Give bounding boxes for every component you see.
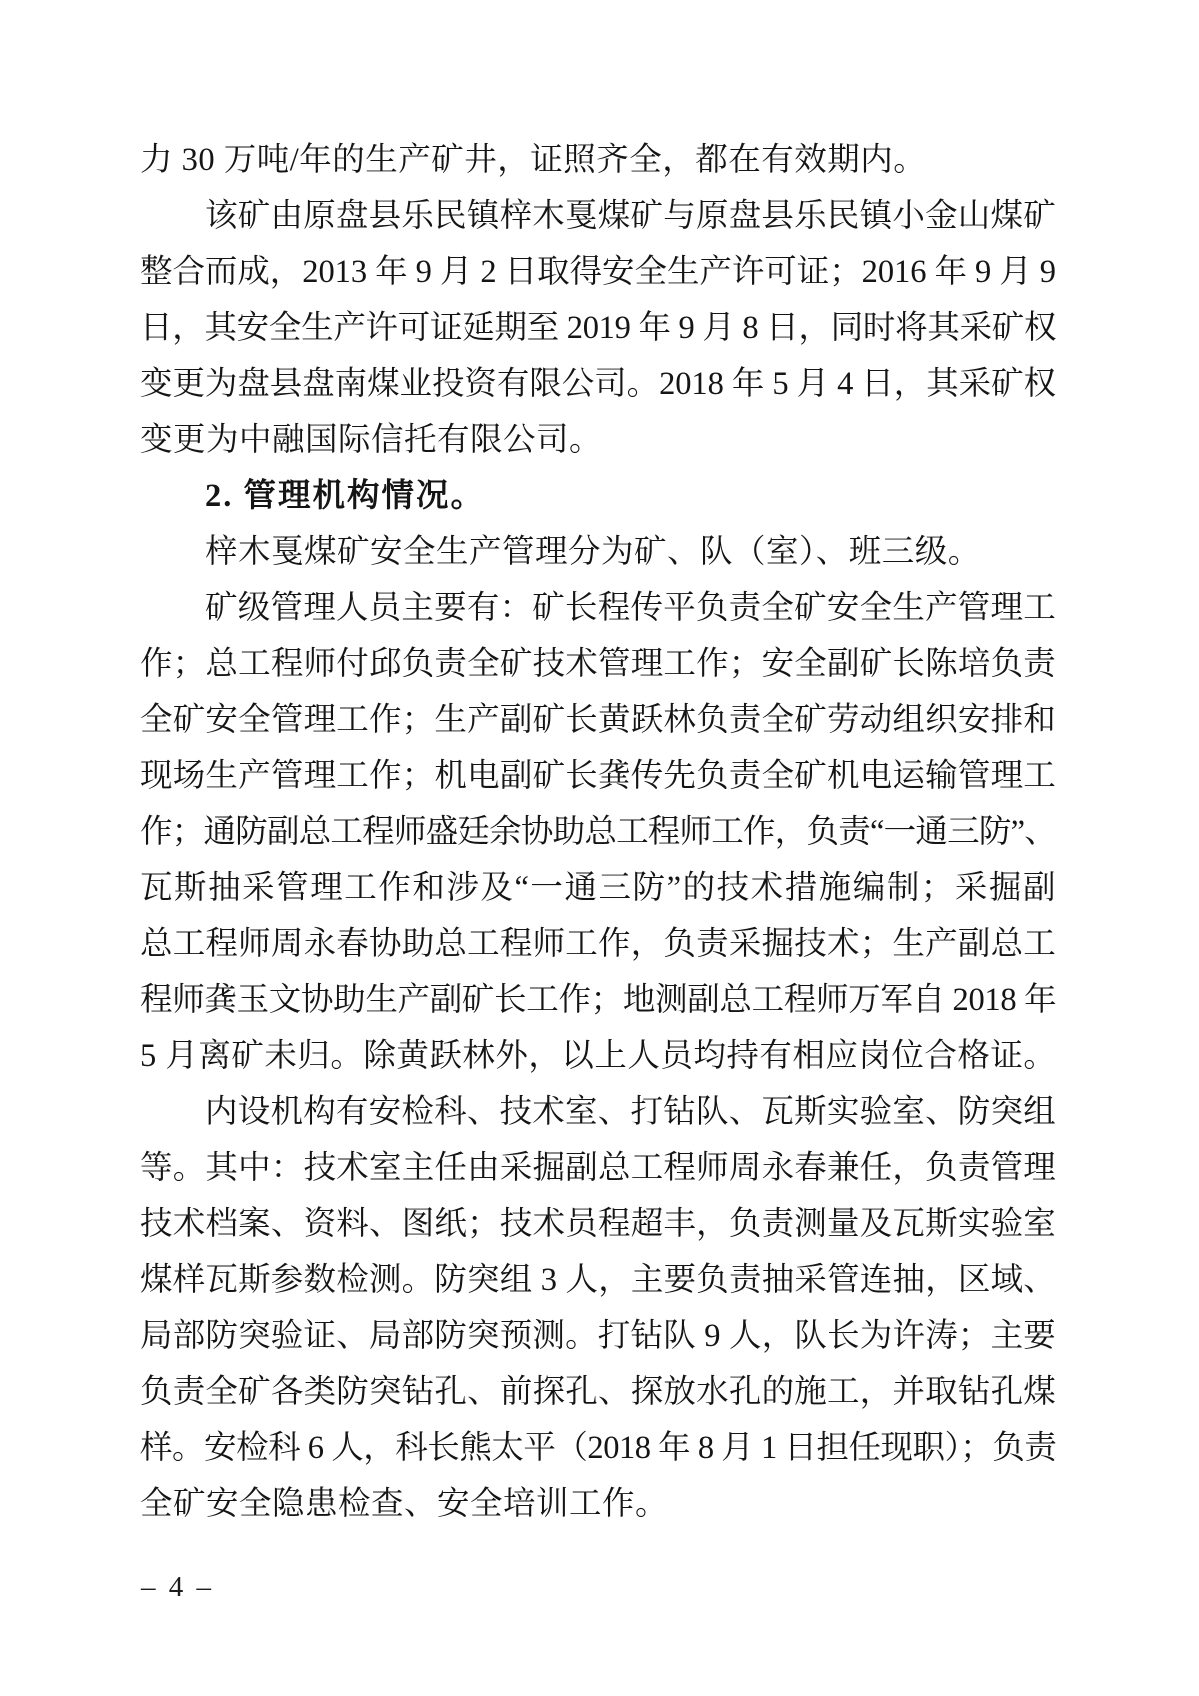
text-line: 样。安检科 6 人，科长熊太平（2018 年 8 月 1 日担任现职）；负责: [140, 1430, 1057, 1466]
text-line: 矿级管理人员主要有：矿长程传平负责全矿安全生产管理工: [205, 590, 1057, 626]
text-line: 总工程师周永春协助总工程师工作，负责采掘技术；生产副总工: [140, 926, 1057, 962]
text-line: 整合而成，2013 年 9 月 2 日取得安全生产许可证；2016 年 9 月 9: [140, 254, 1056, 290]
text-line: 作；通防副总工程师盛廷余协助总工程师工作，负责“一通三防”、: [140, 814, 1056, 850]
text-line: 作；总工程师付邱负责全矿技术管理工作；安全副矿长陈培负责: [140, 646, 1057, 682]
text-line: 梓木戛煤矿安全生产管理分为矿、队（室）、班三级。: [205, 534, 981, 570]
text-line: 变更为中融国际信托有限公司。: [140, 422, 603, 458]
text-line: 程师龚玉文协助生产副矿长工作；地测副总工程师万军自 2018 年: [140, 982, 1057, 1018]
document-body: [140, 132, 1056, 1532]
text-line: 煤样瓦斯参数检测。防突组 3 人，主要负责抽采管连抽，区域、: [140, 1262, 1057, 1298]
text-line: 负责全矿各类防突钻孔、前探孔、探放水孔的施工，并取钻孔煤: [140, 1374, 1057, 1410]
text-line: 力 30 万吨/年的生产矿井，证照齐全，都在有效期内。: [140, 142, 927, 178]
text-line: 变更为盘县盘南煤业投资有限公司。2018 年 5 月 4 日，其采矿权: [140, 366, 1056, 402]
text-line: 该矿由原盘县乐民镇梓木戛煤矿与原盘县乐民镇小金山煤矿: [205, 198, 1057, 234]
text-line: 等。其中：技术室主任由采掘副总工程师周永春兼任，负责管理: [140, 1150, 1057, 1186]
text-line: 日，其安全生产许可证延期至 2019 年 9 月 8 日，同时将其采矿权: [140, 310, 1057, 346]
text-line: 全矿安全管理工作；生产副矿长黄跃林负责全矿劳动组织安排和: [140, 702, 1057, 738]
text-line: 5 月离矿未归。除黄跃林外，以上人员均持有相应岗位合格证。: [140, 1038, 1057, 1074]
section-heading: 2. 管理机构情况。: [205, 478, 486, 514]
text-line: 瓦斯抽采管理工作和涉及“一通三防”的技术措施编制；采掘副: [140, 870, 1056, 906]
text-line: 局部防突验证、局部防突预测。打钻队 9 人，队长为许涛；主要: [140, 1318, 1057, 1354]
text-line: 现场生产管理工作；机电副矿长龚传先负责全矿机电运输管理工: [140, 758, 1057, 794]
page-number: – 4 –: [141, 1571, 214, 1603]
text-line: 技术档案、资料、图纸；技术员程超丰，负责测量及瓦斯实验室: [140, 1206, 1057, 1242]
text-line: 内设机构有安检科、技术室、打钻队、瓦斯实验室、防突组: [205, 1094, 1057, 1130]
text-line: 全矿安全隐患检查、安全培训工作。: [140, 1486, 669, 1522]
